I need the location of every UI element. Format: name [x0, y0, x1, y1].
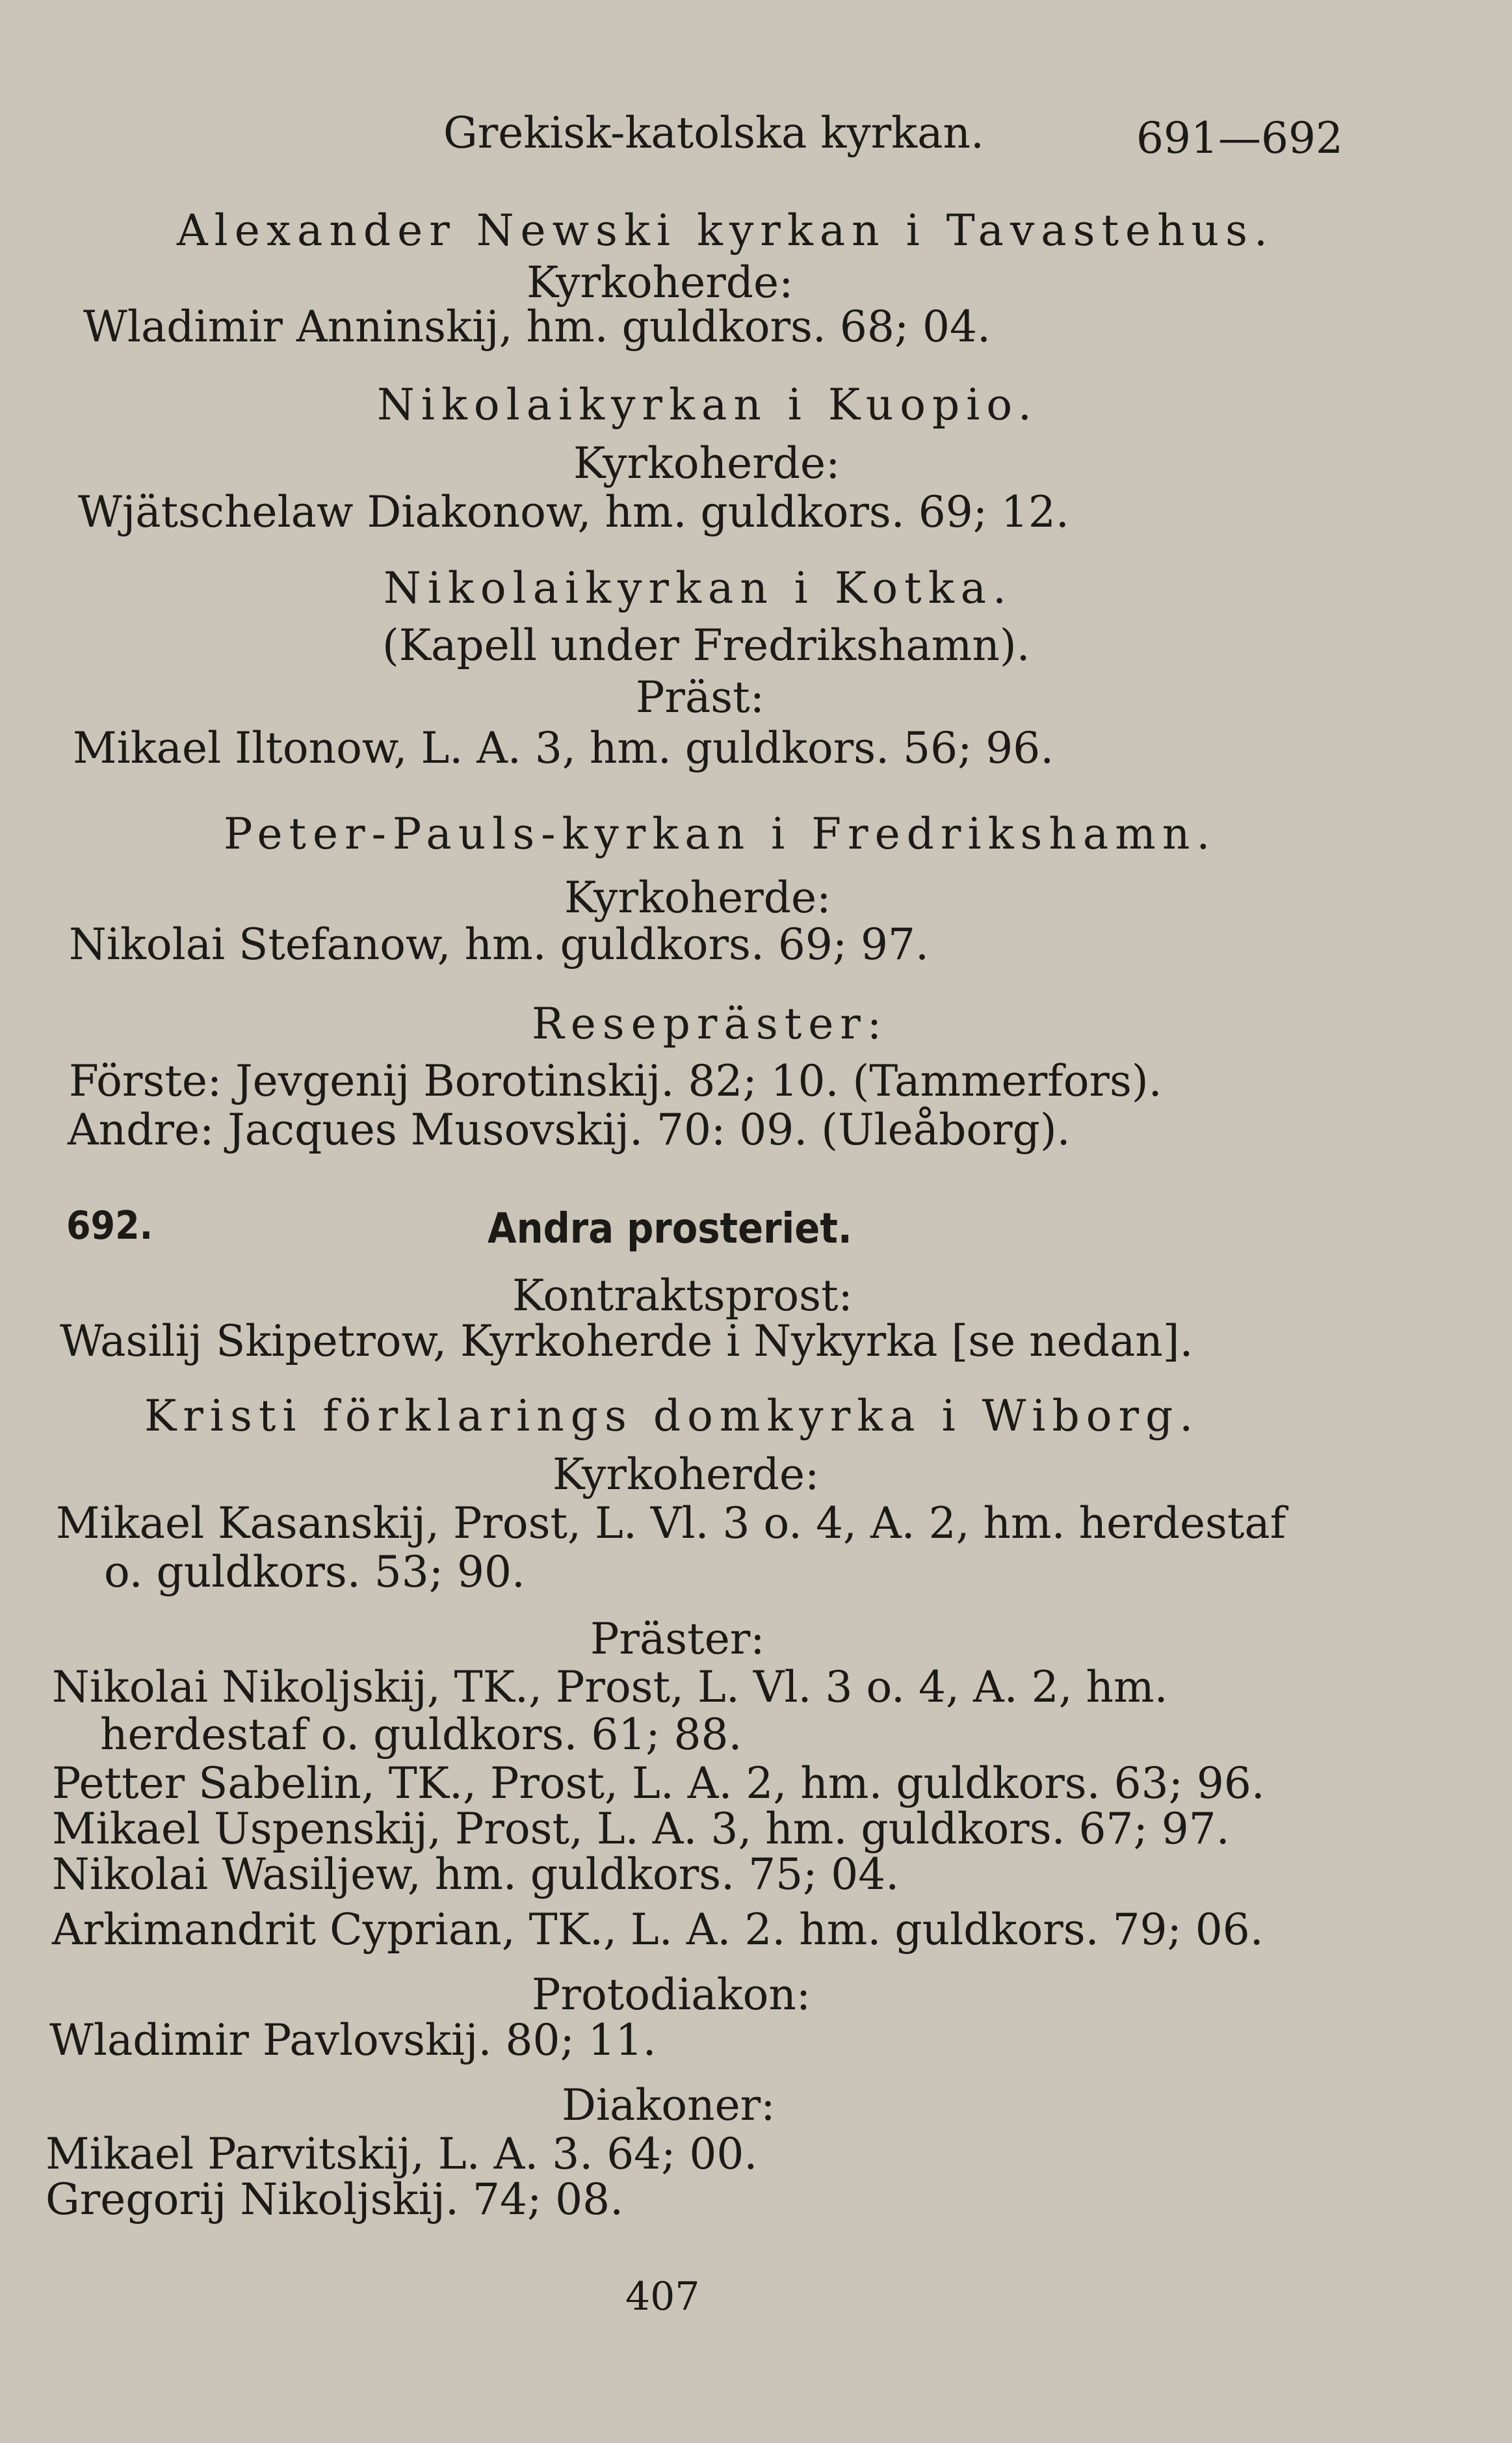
role-heading: Präster:: [590, 1614, 765, 1664]
section-title: Andra prosteriet.: [488, 1205, 852, 1253]
entry-line: Wladimir Pavlovskij. 80; 11.: [49, 2015, 657, 2065]
role-heading: Kyrkoherde:: [573, 438, 841, 488]
entry-line: Arkimandrit Cyprian, TK., L. A. 2. hm. guldkors. 79; 06.: [52, 1905, 1264, 1955]
role-heading: Kyrkoherde:: [527, 258, 794, 308]
church-heading: Alexander Newski kyrkan i Tavastehus.: [177, 205, 1274, 256]
entry-line-continued: herdestaf o. guldkors. 61; 88.: [100, 1710, 742, 1760]
role-heading: Kyrkoherde:: [553, 1449, 820, 1499]
entry-line: Mikael Uspenskij, Prost, L. A. 3, hm. guldkors. 67; 97.: [52, 1804, 1230, 1854]
role-heading: Kyrkoherde:: [564, 873, 831, 923]
church-heading: Kristi förklarings domkyrka i Wiborg.: [144, 1391, 1200, 1441]
role-heading: Kontraktsprost:: [512, 1271, 853, 1321]
church-subheading: (Kapell under Fredrikshamn).: [382, 620, 1030, 670]
running-header-title: Grekisk-katolska kyrkan.: [443, 108, 984, 158]
role-heading: Resepräster:: [532, 999, 889, 1049]
entry-line-continued: o. guldkors. 53; 90.: [104, 1547, 525, 1597]
entry-line: Mikael Parvitskij, L. A. 3. 64; 00.: [46, 2129, 758, 2179]
church-heading: Peter-Pauls-kyrkan i Fredrikshamn.: [224, 809, 1217, 859]
role-heading: Protodiakon:: [532, 1970, 811, 2020]
role-heading: Diakoner:: [562, 2080, 776, 2130]
entry-line: Andre: Jacques Musovskij. 70: 09. (Uleåborg).: [68, 1105, 1071, 1155]
entry-line: Mikael Iltonow, L. A. 3, hm. guldkors. 56; 96.: [73, 723, 1054, 773]
entry-line: Nikolai Nikoljskij, TK., Prost, L. Vl. 3 o. 4, A. 2, hm.: [52, 1662, 1168, 1712]
entry-line: Gregorij Nikoljskij. 74; 08.: [46, 2174, 624, 2225]
church-heading: Nikolaikyrkan i Kotka.: [384, 563, 1013, 613]
entry-line: Nikolai Stefanow, hm. guldkors. 69; 97.: [69, 919, 929, 970]
section-number: 692.: [66, 1203, 153, 1248]
entry-line: Wladimir Anninskij, hm. guldkors. 68; 04.: [83, 302, 991, 352]
running-header-section-range: 691—692: [1136, 113, 1343, 163]
role-heading: Präst:: [636, 672, 764, 722]
church-heading: Nikolaikyrkan i Kuopio.: [377, 380, 1038, 430]
entry-line: Petter Sabelin, TK., Prost, L. A. 2, hm. guldkors. 63; 96.: [52, 1758, 1265, 1808]
entry-line: Förste: Jevgenij Borotinskij. 82; 10. (Tammerfors).: [69, 1056, 1162, 1106]
entry-line: Wjätschelaw Diakonow, hm. guldkors. 69; 12.: [78, 487, 1069, 537]
entry-line: Wasilij Skipetrow, Kyrkoherde i Nykyrka [se nedan].: [60, 1316, 1193, 1366]
page-number: 407: [625, 2274, 700, 2319]
entry-line: Nikolai Wasiljew, hm. guldkors. 75; 04.: [52, 1849, 900, 1899]
entry-line: Mikael Kasanskij, Prost, L. Vl. 3 o. 4, A. 2, hm. herdestaf: [56, 1498, 1286, 1548]
